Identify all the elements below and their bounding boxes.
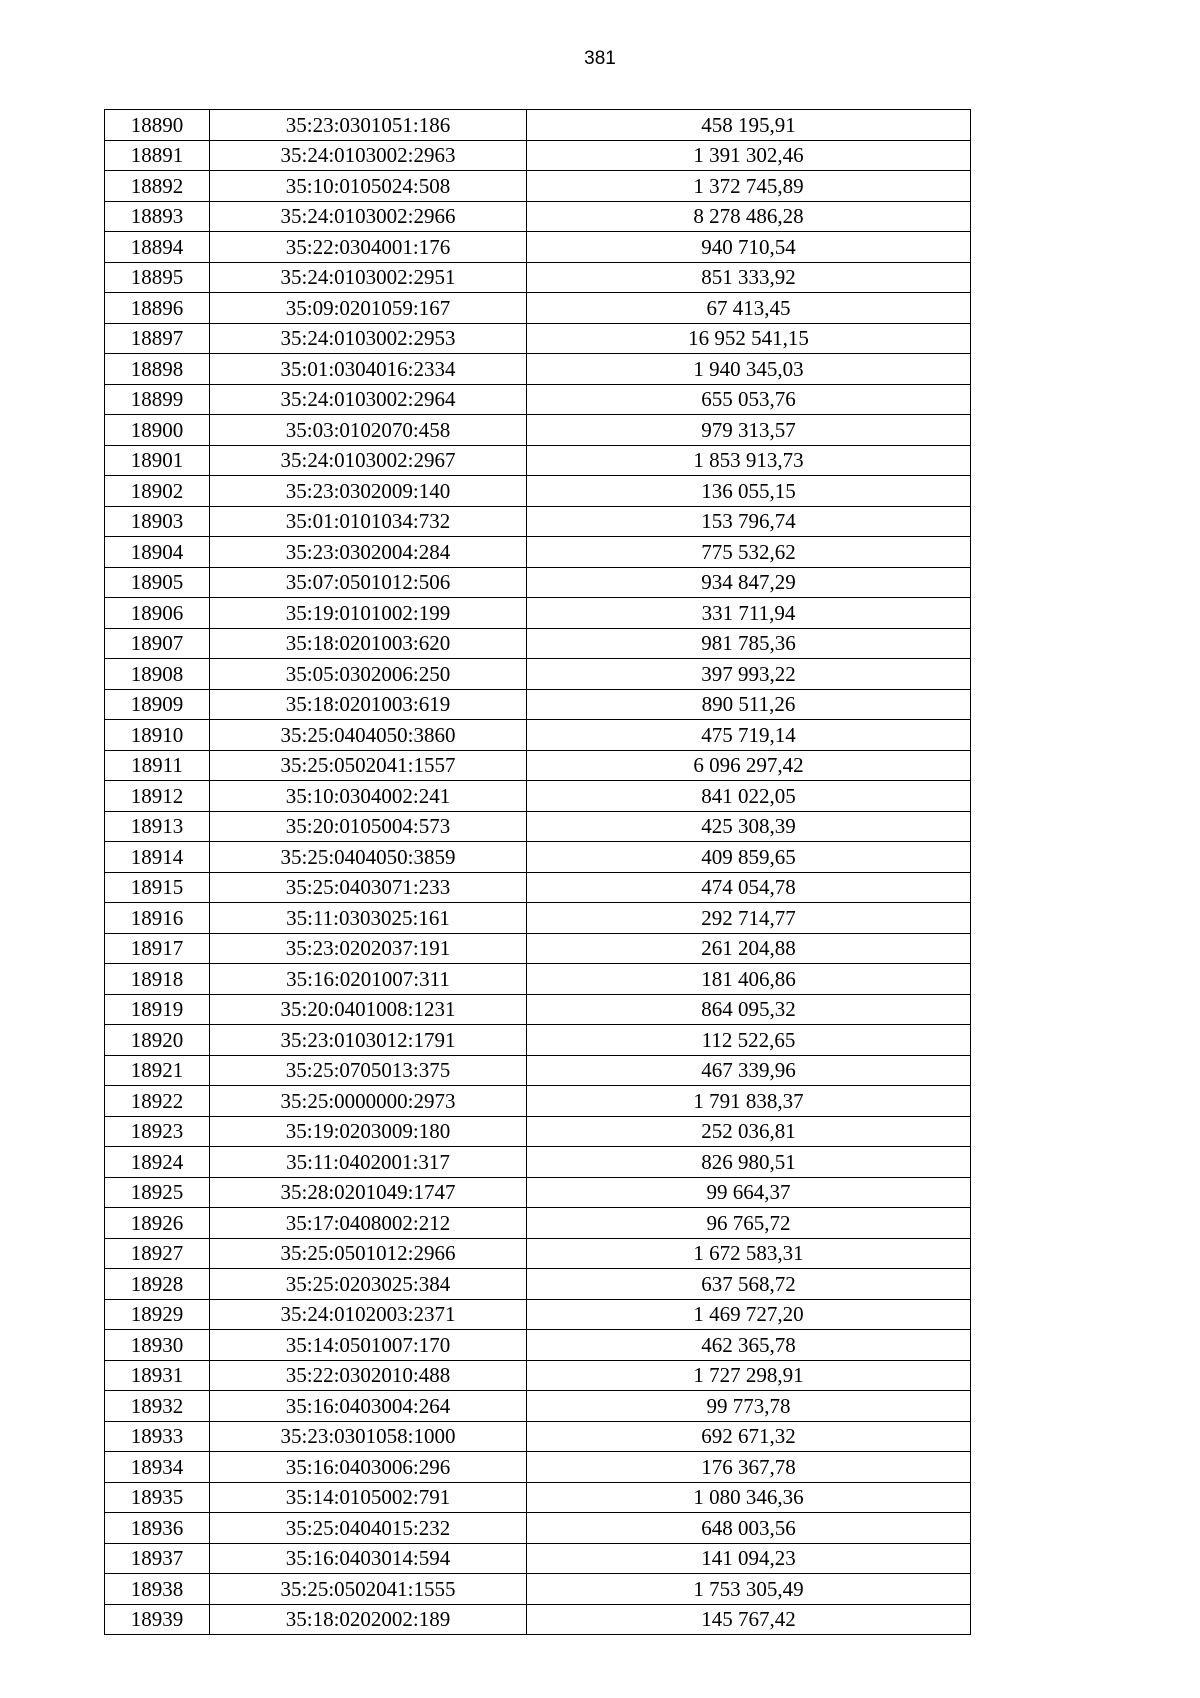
table-row [105, 964, 971, 995]
cadastral-number-cell: 35:25:0404050:3859 [210, 842, 527, 873]
table-row [105, 1421, 971, 1452]
value-cell: 397 993,22 [527, 659, 971, 690]
row-number-cell: 18919 [105, 994, 210, 1025]
row-number-cell: 18915 [105, 872, 210, 903]
cadastral-number-cell: 35:07:0501012:506 [210, 567, 527, 598]
table-row [105, 1391, 971, 1422]
registry-table-body [105, 110, 971, 1635]
table-row [105, 1360, 971, 1391]
cadastral-number-cell: 35:05:0302006:250 [210, 659, 527, 690]
table-row [105, 628, 971, 659]
table-row [105, 1513, 971, 1544]
value-cell: 145 767,42 [527, 1604, 971, 1635]
value-cell: 409 859,65 [527, 842, 971, 873]
value-cell: 16 952 541,15 [527, 323, 971, 354]
table-row [105, 506, 971, 537]
row-number-cell: 18923 [105, 1116, 210, 1147]
value-cell: 292 714,77 [527, 903, 971, 934]
row-number-cell: 18937 [105, 1543, 210, 1574]
row-number-cell: 18938 [105, 1574, 210, 1605]
cadastral-number-cell: 35:24:0103002:2963 [210, 140, 527, 171]
cadastral-number-cell: 35:24:0103002:2953 [210, 323, 527, 354]
row-number-cell: 18892 [105, 171, 210, 202]
value-cell: 655 053,76 [527, 384, 971, 415]
row-number-cell: 18910 [105, 720, 210, 751]
cadastral-number-cell: 35:16:0201007:311 [210, 964, 527, 995]
cadastral-number-cell: 35:24:0103002:2966 [210, 201, 527, 232]
value-cell: 475 719,14 [527, 720, 971, 751]
table-row [105, 1269, 971, 1300]
cadastral-number-cell: 35:24:0103002:2964 [210, 384, 527, 415]
cadastral-number-cell: 35:25:0000000:2973 [210, 1086, 527, 1117]
value-cell: 775 532,62 [527, 537, 971, 568]
table-row [105, 1208, 971, 1239]
table-row [105, 1574, 971, 1605]
table-row [105, 1055, 971, 1086]
value-cell: 112 522,65 [527, 1025, 971, 1056]
value-cell: 981 785,36 [527, 628, 971, 659]
value-cell: 6 096 297,42 [527, 750, 971, 781]
row-number-cell: 18900 [105, 415, 210, 446]
cadastral-number-cell: 35:25:0502041:1557 [210, 750, 527, 781]
value-cell: 474 054,78 [527, 872, 971, 903]
value-cell: 136 055,15 [527, 476, 971, 507]
cadastral-number-cell: 35:23:0103012:1791 [210, 1025, 527, 1056]
table-row [105, 659, 971, 690]
table-row [105, 1452, 971, 1483]
row-number-cell: 18907 [105, 628, 210, 659]
cadastral-number-cell: 35:10:0304002:241 [210, 781, 527, 812]
table-row [105, 1482, 971, 1513]
cadastral-number-cell: 35:18:0201003:620 [210, 628, 527, 659]
value-cell: 851 333,92 [527, 262, 971, 293]
row-number-cell: 18905 [105, 567, 210, 598]
value-cell: 637 568,72 [527, 1269, 971, 1300]
cadastral-number-cell: 35:20:0105004:573 [210, 811, 527, 842]
row-number-cell: 18917 [105, 933, 210, 964]
cadastral-number-cell: 35:19:0101002:199 [210, 598, 527, 629]
cadastral-number-cell: 35:11:0303025:161 [210, 903, 527, 934]
row-number-cell: 18908 [105, 659, 210, 690]
cadastral-number-cell: 35:11:0402001:317 [210, 1147, 527, 1178]
cadastral-number-cell: 35:14:0501007:170 [210, 1330, 527, 1361]
table-row [105, 1330, 971, 1361]
value-cell: 181 406,86 [527, 964, 971, 995]
table-row [105, 110, 971, 141]
cadastral-number-cell: 35:22:0302010:488 [210, 1360, 527, 1391]
row-number-cell: 18922 [105, 1086, 210, 1117]
cadastral-number-cell: 35:14:0105002:791 [210, 1482, 527, 1513]
cadastral-number-cell: 35:23:0301051:186 [210, 110, 527, 141]
row-number-cell: 18916 [105, 903, 210, 934]
table-row [105, 293, 971, 324]
row-number-cell: 18914 [105, 842, 210, 873]
value-cell: 864 095,32 [527, 994, 971, 1025]
value-cell: 467 339,96 [527, 1055, 971, 1086]
value-cell: 1 080 346,36 [527, 1482, 971, 1513]
row-number-cell: 18890 [105, 110, 210, 141]
row-number-cell: 18924 [105, 1147, 210, 1178]
cadastral-number-cell: 35:09:0201059:167 [210, 293, 527, 324]
cadastral-number-cell: 35:01:0101034:732 [210, 506, 527, 537]
cadastral-number-cell: 35:25:0203025:384 [210, 1269, 527, 1300]
row-number-cell: 18909 [105, 689, 210, 720]
value-cell: 141 094,23 [527, 1543, 971, 1574]
table-row [105, 811, 971, 842]
value-cell: 1 727 298,91 [527, 1360, 971, 1391]
table-row [105, 933, 971, 964]
cadastral-number-cell: 35:03:0102070:458 [210, 415, 527, 446]
table-row [105, 1025, 971, 1056]
value-cell: 934 847,29 [527, 567, 971, 598]
row-number-cell: 18912 [105, 781, 210, 812]
table-row [105, 994, 971, 1025]
row-number-cell: 18896 [105, 293, 210, 324]
value-cell: 96 765,72 [527, 1208, 971, 1239]
table-row [105, 171, 971, 202]
table-row [105, 1177, 971, 1208]
row-number-cell: 18918 [105, 964, 210, 995]
table-row [105, 598, 971, 629]
cadastral-number-cell: 35:22:0304001:176 [210, 232, 527, 263]
value-cell: 261 204,88 [527, 933, 971, 964]
table-row [105, 1086, 971, 1117]
row-number-cell: 18921 [105, 1055, 210, 1086]
row-number-cell: 18935 [105, 1482, 210, 1513]
cadastral-number-cell: 35:25:0705013:375 [210, 1055, 527, 1086]
row-number-cell: 18891 [105, 140, 210, 171]
value-cell: 979 313,57 [527, 415, 971, 446]
cadastral-number-cell: 35:23:0202037:191 [210, 933, 527, 964]
cadastral-number-cell: 35:24:0103002:2967 [210, 445, 527, 476]
cadastral-number-cell: 35:23:0302004:284 [210, 537, 527, 568]
cadastral-number-cell: 35:16:0403014:594 [210, 1543, 527, 1574]
table-row [105, 232, 971, 263]
value-cell: 99 773,78 [527, 1391, 971, 1422]
cadastral-number-cell: 35:28:0201049:1747 [210, 1177, 527, 1208]
table-row [105, 1543, 971, 1574]
registry-table [104, 109, 971, 1635]
cadastral-number-cell: 35:20:0401008:1231 [210, 994, 527, 1025]
cadastral-number-cell: 35:18:0202002:189 [210, 1604, 527, 1635]
cadastral-number-cell: 35:23:0302009:140 [210, 476, 527, 507]
row-number-cell: 18933 [105, 1421, 210, 1452]
cadastral-number-cell: 35:24:0102003:2371 [210, 1299, 527, 1330]
row-number-cell: 18939 [105, 1604, 210, 1635]
table-row [105, 445, 971, 476]
value-cell: 1 853 913,73 [527, 445, 971, 476]
cadastral-number-cell: 35:24:0103002:2951 [210, 262, 527, 293]
cadastral-number-cell: 35:23:0301058:1000 [210, 1421, 527, 1452]
value-cell: 462 365,78 [527, 1330, 971, 1361]
row-number-cell: 18928 [105, 1269, 210, 1300]
value-cell: 1 391 302,46 [527, 140, 971, 171]
cadastral-number-cell: 35:19:0203009:180 [210, 1116, 527, 1147]
table-row [105, 842, 971, 873]
table-row [105, 323, 971, 354]
table-row [105, 415, 971, 446]
row-number-cell: 18913 [105, 811, 210, 842]
cadastral-number-cell: 35:01:0304016:2334 [210, 354, 527, 385]
table-row [105, 140, 971, 171]
table-row [105, 201, 971, 232]
row-number-cell: 18920 [105, 1025, 210, 1056]
row-number-cell: 18934 [105, 1452, 210, 1483]
row-number-cell: 18906 [105, 598, 210, 629]
table-row [105, 903, 971, 934]
cadastral-number-cell: 35:18:0201003:619 [210, 689, 527, 720]
table-row [105, 567, 971, 598]
row-number-cell: 18929 [105, 1299, 210, 1330]
table-row [105, 750, 971, 781]
table-row [105, 720, 971, 751]
value-cell: 8 278 486,28 [527, 201, 971, 232]
value-cell: 67 413,45 [527, 293, 971, 324]
value-cell: 1 791 838,37 [527, 1086, 971, 1117]
value-cell: 176 367,78 [527, 1452, 971, 1483]
cadastral-number-cell: 35:25:0502041:1555 [210, 1574, 527, 1605]
row-number-cell: 18927 [105, 1238, 210, 1269]
value-cell: 841 022,05 [527, 781, 971, 812]
value-cell: 425 308,39 [527, 811, 971, 842]
value-cell: 1 372 745,89 [527, 171, 971, 202]
row-number-cell: 18931 [105, 1360, 210, 1391]
row-number-cell: 18911 [105, 750, 210, 781]
value-cell: 252 036,81 [527, 1116, 971, 1147]
cadastral-number-cell: 35:25:0403071:233 [210, 872, 527, 903]
row-number-cell: 18926 [105, 1208, 210, 1239]
cadastral-number-cell: 35:25:0501012:2966 [210, 1238, 527, 1269]
cadastral-number-cell: 35:25:0404015:232 [210, 1513, 527, 1544]
row-number-cell: 18925 [105, 1177, 210, 1208]
table-row [105, 476, 971, 507]
row-number-cell: 18899 [105, 384, 210, 415]
table-row [105, 1299, 971, 1330]
value-cell: 331 711,94 [527, 598, 971, 629]
value-cell: 692 671,32 [527, 1421, 971, 1452]
cadastral-number-cell: 35:10:0105024:508 [210, 171, 527, 202]
cadastral-number-cell: 35:16:0403004:264 [210, 1391, 527, 1422]
row-number-cell: 18903 [105, 506, 210, 537]
row-number-cell: 18894 [105, 232, 210, 263]
row-number-cell: 18930 [105, 1330, 210, 1361]
value-cell: 153 796,74 [527, 506, 971, 537]
value-cell: 826 980,51 [527, 1147, 971, 1178]
table-row [105, 384, 971, 415]
value-cell: 940 710,54 [527, 232, 971, 263]
value-cell: 1 753 305,49 [527, 1574, 971, 1605]
table-row [105, 262, 971, 293]
cadastral-number-cell: 35:25:0404050:3860 [210, 720, 527, 751]
value-cell: 1 469 727,20 [527, 1299, 971, 1330]
row-number-cell: 18897 [105, 323, 210, 354]
table-row [105, 781, 971, 812]
row-number-cell: 18898 [105, 354, 210, 385]
table-row [105, 872, 971, 903]
page-number: 381 [584, 48, 616, 69]
row-number-cell: 18902 [105, 476, 210, 507]
row-number-cell: 18893 [105, 201, 210, 232]
table-row [105, 1147, 971, 1178]
row-number-cell: 18904 [105, 537, 210, 568]
cadastral-number-cell: 35:17:0408002:212 [210, 1208, 527, 1239]
row-number-cell: 18901 [105, 445, 210, 476]
value-cell: 99 664,37 [527, 1177, 971, 1208]
value-cell: 648 003,56 [527, 1513, 971, 1544]
table-row [105, 1116, 971, 1147]
row-number-cell: 18932 [105, 1391, 210, 1422]
table-row [105, 354, 971, 385]
table-row [105, 537, 971, 568]
table-row [105, 689, 971, 720]
table-row [105, 1604, 971, 1635]
cadastral-number-cell: 35:16:0403006:296 [210, 1452, 527, 1483]
value-cell: 1 672 583,31 [527, 1238, 971, 1269]
value-cell: 458 195,91 [527, 110, 971, 141]
value-cell: 890 511,26 [527, 689, 971, 720]
row-number-cell: 18895 [105, 262, 210, 293]
row-number-cell: 18936 [105, 1513, 210, 1544]
table-row [105, 1238, 971, 1269]
value-cell: 1 940 345,03 [527, 354, 971, 385]
